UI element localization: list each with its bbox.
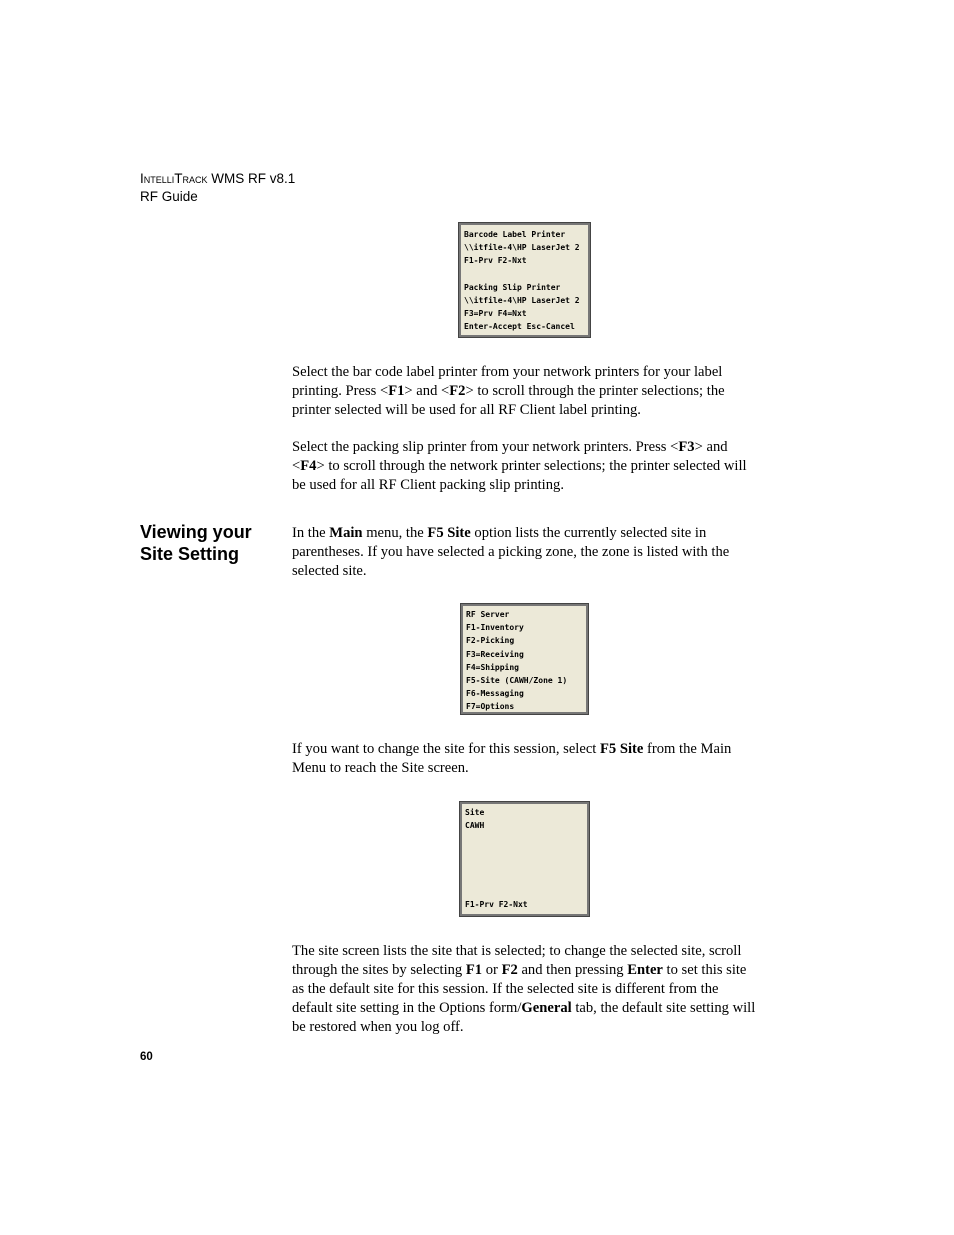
screen-line: F6-Messaging (466, 689, 524, 699)
screen-line: CAWH (465, 821, 485, 831)
packing-slip-paragraph: Select the packing slip printer from your network printers. Press <F3> and <F4> to scroll through the network printer selections; the printer selected will be used for all RF Client packing slip printing. (292, 439, 747, 493)
change-site-paragraph: If you want to change the site for this session, select F5 Site from the Main Menu to reach the Site screen. (292, 741, 732, 776)
screen-line: F1-Inventory (466, 623, 524, 633)
screen-line: RF Server (466, 610, 510, 619)
screen-line: Barcode Label Printer (464, 230, 566, 239)
header-title: IntelliTrack WMS RF v8.1 (140, 171, 296, 186)
site-screen-screenshot (459, 801, 590, 917)
label-printer-paragraph: Select the bar code label printer from your network printers for your label printing. Press <F1> and <F2> to scroll through the printer selections; the printer selected will be used for all RF Client label printing. (292, 364, 725, 418)
screen-line: F3=Prv F4=Nxt (464, 309, 527, 319)
header-subtitle: RF Guide (140, 189, 198, 204)
main-menu-paragraph: In the Main menu, the F5 Site option lists the currently selected site in parentheses. If you have selected a picking zone, the zone is listed with the selected site. (292, 525, 730, 579)
screen-line: F1-Prv F2-Nxt (464, 256, 527, 266)
site-screen-paragraph: The site screen lists the site that is selected; to change the selected site, scroll through the sites by selecting F1 or F2 and then pressing Enter to set this site as the default site for this session. If the selected site is different from the default site setting in the Options form/General tab, the default site setting will be restored when you log off. (292, 943, 756, 1035)
screen-line: F2-Picking (466, 636, 515, 646)
screen-line: F3=Receiving (466, 649, 524, 659)
screen-line (464, 268, 588, 281)
screen-line: F5-Site (CAWH/Zone 1) (466, 675, 568, 685)
screen-line: F4=Shipping (466, 662, 519, 672)
running-header (140, 170, 295, 206)
printer-selection-screenshot (458, 222, 591, 338)
screen-line: Enter-Accept Esc-Cancel (464, 322, 575, 332)
screen-line: \\itfile-4\HP LaserJet 2 (464, 295, 580, 305)
section-heading: Viewing your Site Setting (140, 522, 252, 564)
screen-line: Site (465, 808, 485, 817)
screen-line: \\itfile-4\HP LaserJet 2 (464, 243, 580, 253)
screen-line: Packing Slip Printer (464, 282, 561, 292)
screen-footer-line: F1-Prv F2-Nxt (465, 899, 528, 909)
page-number: 60 (140, 1051, 153, 1063)
screen-line: F7=Options (466, 702, 515, 712)
main-menu-screenshot (460, 603, 589, 715)
